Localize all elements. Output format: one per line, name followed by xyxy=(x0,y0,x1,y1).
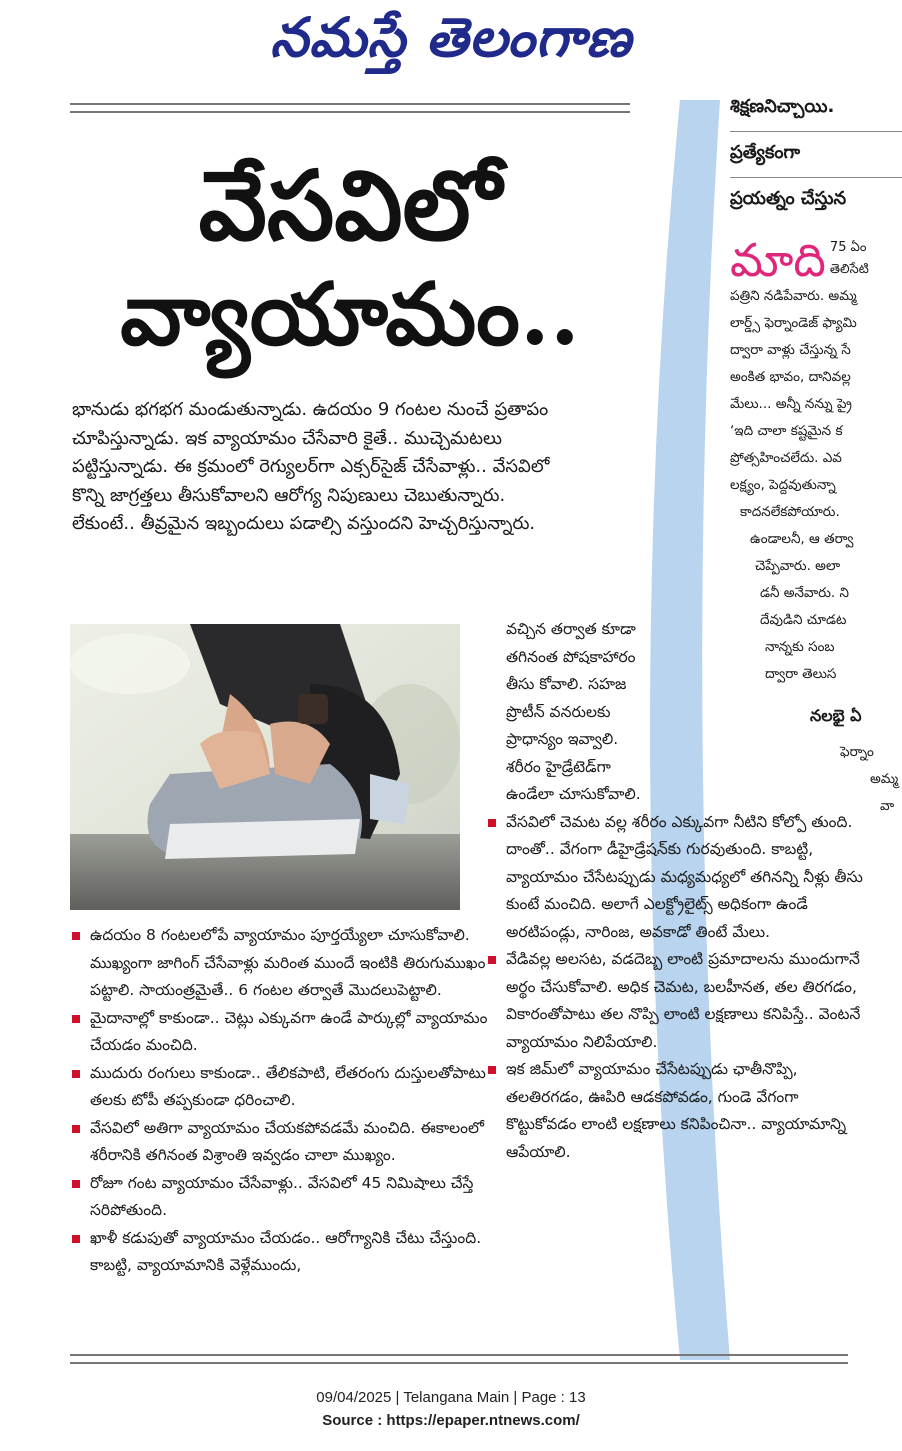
body-line: లార్డ్స్ ఫెర్నాండెజ్ ఫ్యామి xyxy=(730,315,857,331)
list-item: ఉదయం 8 గంటలలోపే వ్యాయామం పూర్తయ్యేలా చూసుకోవాలి. ముఖ్యంగా జాగింగ్ చేసేవాళ్లు మరింత ముందే ఇంటికి తిరుగుముఖం పట్టాలి. సాయంత్రమైతే.. 6 గంటల తర్వాతే మొదలుపెట్టాలి. xyxy=(70,922,490,1005)
separator xyxy=(730,177,902,178)
dropcap: మాది xyxy=(730,233,826,287)
body-line: అమ్మ xyxy=(870,771,899,787)
body-line: వా xyxy=(880,798,895,814)
bullet-icon xyxy=(72,1015,80,1023)
intro-paragraph xyxy=(72,396,552,539)
adjacent-article-column xyxy=(730,96,902,820)
footer-source: Source : https://epaper.ntnews.com/ xyxy=(322,1412,580,1429)
body-line: ఫెర్నాం xyxy=(840,744,874,760)
list-item: రోజూ గంట వ్యాయామం చేసేవాళ్లు.. వేసవిలో 45 నిమిషాలు చేస్తే సరిపోతుంది. xyxy=(70,1170,490,1225)
body-line: ఉండాలనీ, ఆ తర్వా xyxy=(750,531,854,547)
headline-line-1: వేసవిలో xyxy=(198,149,502,262)
adjacent-subhead: నలభై ఏ xyxy=(810,706,862,725)
body-line: లక్ష్యం, పెద్దవుతున్నా xyxy=(730,477,836,493)
left-bullet-list xyxy=(70,922,490,1280)
masthead-logo: నమస్తే తెలంగాణ xyxy=(270,6,632,69)
body-line: ప్రోత్సహించలేదు. ఎవ xyxy=(730,450,842,466)
headline-line-2: వ్యాయామం.. xyxy=(120,264,580,365)
adjacent-bold-line-3: ప్రయత్నం చేస్తున xyxy=(730,188,847,209)
shoe-photo-illustration xyxy=(70,624,460,910)
bullet-icon xyxy=(72,1070,80,1078)
separator xyxy=(730,131,902,132)
bullet-icon xyxy=(72,932,80,940)
middle-continuation-text: వచ్చిన తర్వాత కూడా తగినంత పోషకాహారం తీసు కోవాలి. సహజ ప్రొటీన్ వనరులకు ప్రాధాన్యం ఇవ్వాలి. శరీరం హైడ్రేటెడ్‌గా ఉండేలా చూసుకోవాలి. xyxy=(506,620,641,803)
body-line: చెప్పేవారు. అలా xyxy=(755,558,841,574)
article-photo xyxy=(70,624,460,910)
body-line: ద్వారా వాళ్లు చేస్తున్న సే xyxy=(730,342,851,358)
list-item: వేసవిలో చెమట వల్ల శరీరం ఎక్కువగా నీటిని కోల్పో తుంది. దాంతో.. వేగంగా డీహైడ్రేషన్‌కు గురవుతుంది. కాబట్టి, వ్యాయామం చేసేటప్పుడు మధ్యమధ్యలో తగినన్ని నీళ్లు తీసు కుంటే మంచిది. అలాగే ఎలక్ట్రోలైట్స్ అధికంగా ఉండే అరటిపండ్లు, నారింజ, అవకాడో తింటే మేలు. xyxy=(486,809,866,947)
list-item: ముదురు రంగులు కాకుండా.. తేలికపాటి, లేతరంగు దుస్తులతోపాటు తలకు టోపీ తప్పకుండా ధరించాలి. xyxy=(70,1060,490,1115)
dropcap-tail-1: 75 ఏం xyxy=(829,240,867,255)
list-item: ఖాళీ కడుపుతో వ్యాయామం చేయడం.. ఆరోగ్యానికి చేటు చేస్తుంది. కాబట్టి, వ్యాయామానికి వెళ్లేముందు, xyxy=(70,1225,490,1280)
bullet-icon xyxy=(72,1125,80,1133)
body-line: అంకిత భావం, దానివల్ల xyxy=(730,369,851,385)
body-line: డనీ అనేవారు. ని xyxy=(760,585,849,601)
bullet-icon xyxy=(72,1235,80,1243)
body-line: పత్రిని నడిపేవారు. అమ్మ xyxy=(730,288,857,304)
body-line: ‘ఇది చాలా కష్టమైన క xyxy=(730,423,843,439)
dropcap-block xyxy=(730,233,902,287)
body-line: కాదనలేకపోయారు. xyxy=(740,504,840,520)
intro-text: భానుడు భగభగ మండుతున్నాడు. ఉదయం 9 గంటల నుంచే ప్రతాపం చూపిస్తున్నాడు. ఇక వ్యాయామం చేసేవారి కైతే.. ముచ్చెమటలు పట్టిస్తున్నాడు. ఈ క్రమంలో రెగ్యులర్‌గా ఎక్సర్‌సైజ్ చేసేవాళ్లు.. వేసవిలో కొన్ని జాగ్రత్తలు తీసుకోవాలని ఆరోగ్య నిపుణులు చెబుతున్నారు. లేకుంటే.. తీవ్రమైన ఇబ్బందులు పడాల్సి వస్తుందని హెచ్చరిస్తున్నారు. xyxy=(72,399,550,534)
footer-rule xyxy=(70,1354,848,1364)
list-item: ఇక జిమ్‌లో వ్యాయామం చేసేటప్పుడు ఛాతీనొప్పి, తలతిరగడం, ఊపిరి ఆడకపోవడం, గుండె వేగంగా కొట్టుకోవడం లాంటి లక్షణాలు కనిపించినా.. వ్యాయామాన్ని ఆపేయాలి. xyxy=(486,1056,866,1166)
body-line: ద్వారా తెలుస xyxy=(765,666,837,682)
list-item: వేసవిలో అతిగా వ్యాయామం చేయకపోవడమే మంచిది. ఈకాలంలో శరీరానికి తగినంత విశ్రాంతి ఇవ్వడం చాలా ముఖ్యం. xyxy=(70,1115,490,1170)
list-item: వేడివల్ల అలసట, వడదెబ్బ లాంటి ప్రమాదాలను ముందుగానే అర్థం చేసుకోవాలి. అధిక చెమట, బలహీనత, తల తిరగడం, వికారంతోపాటు తల నొప్పి లాంటి లక్షణాలు కనిపిస్తే.. వెంటనే వ్యాయామం నిలిపేయాలి. xyxy=(486,946,866,1056)
list-item: మైదానాల్లో కాకుండా.. చెట్లు ఎక్కువగా ఉండే పార్కుల్లో వ్యాయామం చేయడం మంచిది. xyxy=(70,1005,490,1060)
body-line: నాన్నకు సంబ xyxy=(765,639,835,655)
adjacent-bold-line-2: ప్రత్యేకంగా xyxy=(730,142,801,163)
footer-date-page: 09/04/2025 | Telangana Main | Page : 13 xyxy=(316,1389,586,1406)
body-line: మేలు... అన్నీ నన్ను ప్రై xyxy=(730,396,852,412)
header-rule xyxy=(70,103,630,113)
body-line: దేవుడిని చూడట xyxy=(760,612,847,628)
bullet-icon xyxy=(488,819,496,827)
dropcap-tail-2: తెలిసేటి xyxy=(829,262,869,277)
adjacent-bold-line-1: శిక్షణనిచ్చాయి. xyxy=(730,96,835,117)
bullet-icon xyxy=(72,1180,80,1188)
